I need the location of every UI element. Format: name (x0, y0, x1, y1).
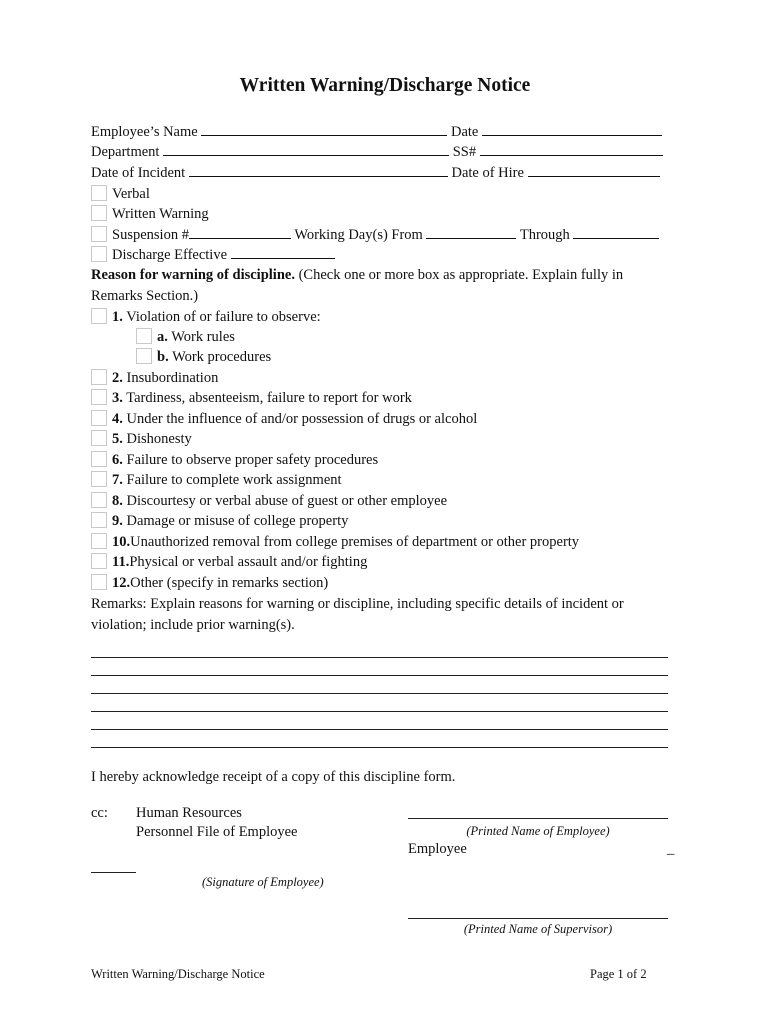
discharge-effective-checkbox[interactable] (91, 246, 107, 262)
suspension-row (112, 225, 659, 245)
ss-field[interactable] (480, 142, 663, 156)
item-7-checkbox[interactable] (91, 471, 107, 487)
department-row (91, 142, 663, 162)
employee-signature-line[interactable] (91, 872, 136, 873)
through-label: Through (519, 227, 570, 243)
date-of-hire-field[interactable] (528, 163, 660, 177)
remarks-line[interactable] (91, 729, 668, 730)
printed-employee-name-line[interactable] (408, 818, 668, 819)
item-text: Damage or misuse of college property (122, 513, 349, 529)
remarks-line[interactable] (91, 657, 668, 658)
working-days-from-label: Working Day(s) From (294, 227, 423, 243)
date-of-hire-label: Date of Hire (451, 165, 524, 181)
department-label: Department (91, 144, 160, 160)
employee-name-label: Employee’s Name (91, 124, 198, 140)
item-9-checkbox[interactable] (91, 512, 107, 528)
item-text: Work procedures (168, 349, 272, 365)
employee-signature-caption: (Signature of Employee) (202, 875, 324, 889)
item-4-checkbox[interactable] (91, 410, 107, 426)
item-1a (157, 327, 235, 347)
reason-instruction: (Check one or more box as appropriate. Explain fully in (294, 267, 624, 283)
item-6-checkbox[interactable] (91, 451, 107, 467)
ss-label: SS# (452, 144, 477, 160)
item-text: Under the influence of and/or possession of drugs or alcohol (122, 411, 478, 427)
item-12 (112, 573, 328, 593)
item-number: 11. (112, 554, 130, 570)
item-1-checkbox[interactable] (91, 308, 107, 324)
item-10 (112, 532, 579, 552)
item-7 (112, 470, 342, 490)
item-text: Violation of or failure to observe: (122, 309, 321, 325)
item-1b-checkbox[interactable] (136, 348, 152, 364)
through-field[interactable] (573, 225, 659, 239)
item-number: 3. (112, 390, 123, 406)
incident-row (91, 163, 660, 183)
item-1 (112, 307, 321, 327)
item-1a-checkbox[interactable] (136, 328, 152, 344)
printed-supervisor-name-caption: (Printed Name of Supervisor) (463, 922, 613, 936)
cc-human-resources: Human Resources (136, 805, 242, 821)
item-number: 12. (112, 575, 131, 591)
item-number: 1. (112, 309, 123, 325)
item-2-checkbox[interactable] (91, 369, 107, 385)
suspension-number-field[interactable] (189, 225, 291, 239)
item-text: Failure to complete work assignment (122, 472, 342, 488)
item-4 (112, 409, 477, 429)
item-5 (112, 429, 192, 449)
employee-label: Employee (408, 841, 467, 857)
printed-supervisor-name-line[interactable] (408, 918, 668, 919)
remarks-line[interactable] (91, 693, 668, 694)
item-3 (112, 388, 412, 408)
item-text: Work rules (167, 329, 235, 345)
item-number: 9. (112, 513, 123, 529)
employee-name-field[interactable] (201, 122, 447, 136)
item-text: Failure to observe proper safety procedures (122, 452, 379, 468)
date-field[interactable] (482, 122, 662, 136)
discharge-effective-row (112, 245, 335, 265)
working-days-from-field[interactable] (426, 225, 516, 239)
item-9 (112, 511, 348, 531)
discharge-effective-label: Discharge Effective (112, 247, 228, 263)
item-11 (112, 552, 367, 572)
item-number: 5. (112, 431, 123, 447)
footer-document-title: Written Warning/Discharge Notice (91, 967, 265, 981)
remarks-line[interactable] (91, 747, 668, 748)
item-text: Discourtesy or verbal abuse of guest or other employee (122, 493, 448, 509)
verbal-label: Verbal (112, 186, 150, 202)
suspension-checkbox[interactable] (91, 226, 107, 242)
item-3-checkbox[interactable] (91, 389, 107, 405)
item-8-checkbox[interactable] (91, 492, 107, 508)
date-of-incident-field[interactable] (189, 163, 448, 177)
department-field[interactable] (163, 142, 449, 156)
employee-name-row (91, 122, 662, 142)
remarks-line[interactable] (91, 711, 668, 712)
item-text: Tardiness, absenteeism, failure to report for work (122, 390, 412, 406)
employee-trailing-underscore: _ (667, 841, 675, 857)
written-warning-label: Written Warning (112, 206, 209, 222)
item-number: 2. (112, 370, 123, 386)
item-5-checkbox[interactable] (91, 430, 107, 446)
item-number: a. (157, 329, 168, 345)
cc-personnel-file: Personnel File of Employee (136, 824, 298, 840)
cc-label: cc: (91, 805, 108, 821)
discharge-effective-field[interactable] (231, 245, 335, 259)
item-11-checkbox[interactable] (91, 553, 107, 569)
date-of-incident-label: Date of Incident (91, 165, 186, 181)
written-warning-checkbox[interactable] (91, 205, 107, 221)
item-number: 10. (112, 534, 131, 550)
remarks-line[interactable] (91, 675, 668, 676)
verbal-checkbox[interactable] (91, 185, 107, 201)
item-number: 6. (112, 452, 123, 468)
item-text: Unauthorized removal from college premises of department or other property (130, 534, 580, 550)
item-10-checkbox[interactable] (91, 533, 107, 549)
remarks-instruction-continued: violation; include prior warning(s). (91, 617, 295, 633)
acknowledgement-text: I hereby acknowledge receipt of a copy of this discipline form. (91, 769, 456, 785)
item-number: 7. (112, 472, 123, 488)
item-12-checkbox[interactable] (91, 574, 107, 590)
remarks-instruction: Remarks: Explain reasons for warning or discipline, including specific details of incident or (91, 596, 624, 612)
suspension-label: Suspension # (112, 227, 189, 243)
reason-instruction-continued: Remarks Section.) (91, 288, 199, 304)
item-number: 4. (112, 411, 123, 427)
item-text: Insubordination (122, 370, 219, 386)
footer-page-number: Page 1 of 2 (590, 967, 647, 981)
item-number: 8. (112, 493, 123, 509)
document-title: Written Warning/Discharge Notice (239, 75, 531, 96)
date-label: Date (450, 124, 479, 140)
item-text: Physical or verbal assault and/or fighting (129, 554, 368, 570)
item-text: Dishonesty (122, 431, 192, 447)
reason-heading: Reason for warning of discipline. (91, 267, 295, 283)
printed-employee-name-caption: (Printed Name of Employee) (466, 824, 610, 838)
item-number: b. (157, 349, 169, 365)
item-text: Other (specify in remarks section) (130, 575, 329, 591)
item-8 (112, 491, 447, 511)
item-1b (157, 347, 271, 367)
item-6 (112, 450, 378, 470)
item-2 (112, 368, 218, 388)
reason-heading-row (91, 265, 623, 285)
